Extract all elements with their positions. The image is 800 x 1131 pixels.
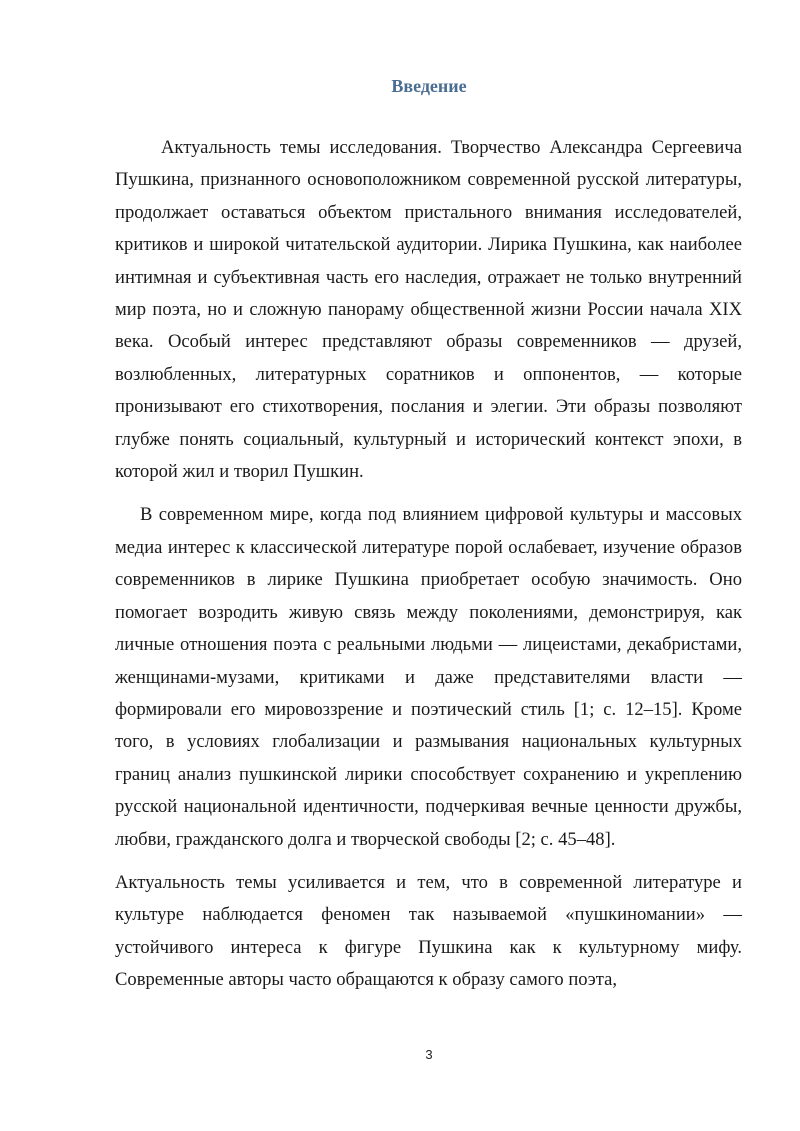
paragraph-spacer (115, 488, 742, 499)
paragraph-spacer (115, 856, 742, 867)
paragraph-3: Актуальность темы усиливается и тем, что в современной литературе и культуре наблюдается феномен так называемой «пушкиномании» — устойчивого интереса к фигуре Пушкина как к культурному мифу. Современные авторы часто обращаются к образу самого поэта, (115, 871, 742, 991)
section-heading: Введение (391, 76, 467, 96)
body-text (115, 132, 742, 997)
paragraph-2: В современном мире, когда под влиянием цифровой культуры и массовых медиа интерес к классической литературе порой ослабевает, изучение образов современников в лирике Пушкина приобретает особую значимость. Оно помогает возродить живую связь между поколениями, демонстрируя, как личные отношения поэта с реальными людьми — лицеистами, декабристами, женщинами-музами, критиками и даже представителями власти — формировали его мировоззрение и поэтический стиль [1; с. 12–15]. Кроме того, в условиях глобализации и размывания национальных культурных границ анализ пушкинской лирики способствует сохранению и укреплению русской национальной идентичности, подчеркивая вечные ценности дружбы, любви, гражданского долга и творческой свободы [2; с. 45–48]. (115, 504, 742, 850)
page-number: 3 (425, 1047, 433, 1062)
paragraph-1: Актуальность темы исследования. Творчество Александра Сергеевича Пушкина, признанного основоположником современной русской литературы, продолжает оставаться объектом пристального внимания исследователей, критиков и широкой читательской аудитории. Лирика Пушкина, как наиболее интимная и субъективная часть его наследия, отражает не только внутренний мир поэта, но и сложную панораму общественной жизни России начала XIX века. Особый интерес представляют образы современников — друзей, возлюбленных, литературных соратников и оппонентов, — которые пронизывают его стихотворения, послания и элегии. Эти образы позволяют глубже понять социальный, культурный и исторический контекст эпохи, в которой жил и творил Пушкин. (115, 137, 742, 483)
